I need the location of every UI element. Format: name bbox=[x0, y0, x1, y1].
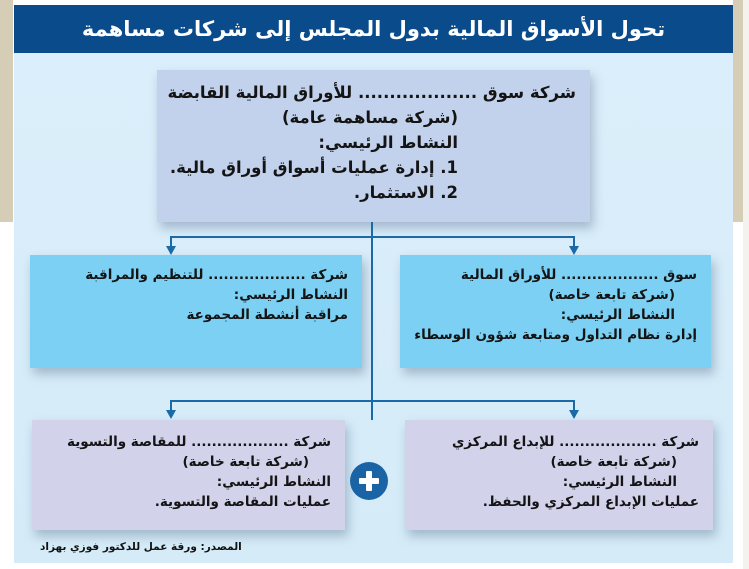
market-company-name: سوق ................... للأوراق المالية bbox=[460, 267, 697, 283]
central-depository-box bbox=[405, 420, 713, 530]
clearing-settlement-box bbox=[32, 420, 345, 530]
holding-company-name: شركة سوق ................... للأوراق المالية القابضة bbox=[167, 83, 576, 102]
connector-bottom-left-drop bbox=[170, 400, 172, 410]
depository-activity: عمليات الإبداع المركزي والحفظ. bbox=[482, 494, 699, 510]
connector-top-right-drop bbox=[573, 236, 575, 246]
clearing-company-name: شركة ................... للمقاصة والتسوية bbox=[67, 434, 331, 450]
arrow-down-icon bbox=[166, 410, 176, 419]
depository-company-name: شركة ................... للإبداع المركزي bbox=[451, 434, 699, 450]
regulation-activity-label: النشاط الرئيسي: bbox=[233, 287, 348, 303]
connector-top-horizontal bbox=[170, 236, 575, 238]
arrow-down-icon bbox=[569, 410, 579, 419]
right-side-strip bbox=[733, 0, 743, 222]
holding-activity-1: 1. إدارة عمليات أسواق أوراق مالية. bbox=[169, 158, 458, 177]
source-note: المصدر: ورقة عمل للدكتور فوزي بهزاد bbox=[40, 541, 242, 553]
arrow-down-icon bbox=[166, 246, 176, 255]
depository-company-type: (شركة تابعة خاصة) bbox=[550, 454, 677, 470]
market-company-type: (شركة تابعة خاصة) bbox=[548, 287, 675, 303]
clearing-activity: عمليات المقاصة والتسوية. bbox=[154, 494, 331, 510]
left-side-strip bbox=[0, 0, 13, 222]
securities-market-box bbox=[400, 255, 711, 368]
connector-bottom-right-drop bbox=[573, 400, 575, 410]
arrow-down-icon bbox=[569, 246, 579, 255]
holding-activity-label: النشاط الرئيسي: bbox=[318, 133, 458, 152]
regulation-company-name: شركة ................... للتنظيم والمراقبة bbox=[85, 267, 348, 283]
diagram-title-bar bbox=[14, 5, 733, 53]
regulation-company-box bbox=[30, 255, 362, 368]
connector-top-vertical bbox=[371, 222, 373, 420]
diagram-title: تحول الأسواق المالية بدول المجلس إلى شركات مساهمة bbox=[81, 17, 666, 41]
holding-company-type: (شركة مساهمة عامة) bbox=[281, 108, 458, 127]
clearing-activity-label: النشاط الرئيسي: bbox=[216, 474, 331, 490]
regulation-activity: مراقبة أنشطة المجموعة bbox=[186, 307, 348, 323]
connector-bottom-horizontal bbox=[170, 400, 575, 402]
right-margin bbox=[743, 0, 749, 569]
holding-company-box bbox=[157, 70, 590, 222]
holding-activity-2: 2. الاستثمار. bbox=[353, 183, 458, 202]
plus-vertical-bar bbox=[366, 471, 372, 491]
clearing-company-type: (شركة تابعة خاصة) bbox=[182, 454, 309, 470]
plus-circle-icon bbox=[350, 462, 388, 500]
connector-top-left-drop bbox=[170, 236, 172, 246]
market-activity: إدارة نظام التداول ومتابعة شؤون الوسطاء bbox=[414, 327, 697, 343]
market-activity-label: النشاط الرئيسي: bbox=[560, 307, 675, 323]
depository-activity-label: النشاط الرئيسي: bbox=[562, 474, 677, 490]
